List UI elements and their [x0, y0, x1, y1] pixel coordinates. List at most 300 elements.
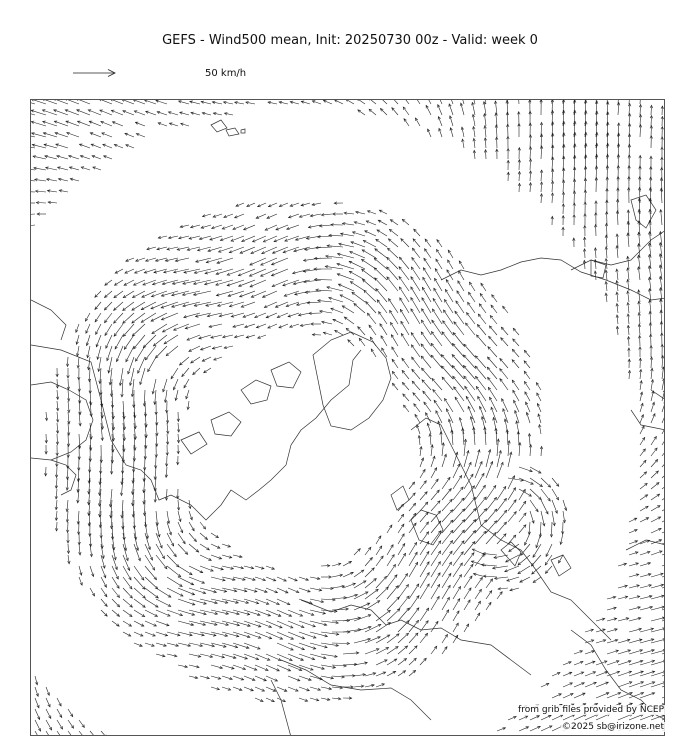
wind-arrow-shaft: [409, 552, 417, 566]
wind-arrow-shaft: [316, 290, 332, 291]
wind-arrow-shaft: [266, 313, 277, 318]
wind-arrow-shaft: [365, 547, 371, 555]
wind-arrow-shaft: [365, 601, 380, 610]
chart-title: GEFS - Wind500 mean, Init: 20250730 00z - Valid: week 0: [162, 33, 538, 48]
wind-arrow-shaft: [350, 252, 365, 259]
wind-arrow-shaft: [618, 103, 619, 115]
wind-arrow-shaft: [651, 506, 660, 511]
wind-arrow-shaft: [184, 379, 189, 388]
wind-arrow-shaft: [574, 693, 585, 698]
wind-arrow-shaft: [123, 291, 134, 298]
wind-arrow-shaft: [134, 335, 145, 349]
wind-arrow-shaft: [486, 521, 497, 533]
wind-arrow-shaft: [337, 274, 354, 280]
wind-arrow-shaft: [650, 323, 651, 335]
wind-arrow-shaft: [106, 335, 112, 348]
wind-arrow-shaft: [464, 509, 476, 523]
wind-arrow-shaft: [96, 324, 101, 334]
wind-arrow-shaft: [464, 576, 472, 588]
wind-arrow-shaft: [166, 346, 178, 356]
wind-arrow-head: [93, 735, 96, 736]
wind-arrow-shaft: [432, 309, 442, 324]
wind-arrow-shaft: [512, 360, 519, 368]
wind-arrow-shaft: [132, 324, 145, 336]
wind-arrow-shaft: [618, 682, 632, 687]
wind-arrow-shaft: [500, 369, 508, 379]
wind-arrow-shaft: [662, 493, 665, 500]
wind-arrow-shaft: [101, 610, 107, 616]
wind-arrow-shaft: [434, 400, 442, 412]
wind-arrow-shaft: [358, 327, 365, 335]
wind-arrow-shaft: [541, 500, 548, 514]
wind-arrow-shaft: [264, 302, 277, 308]
wind-arrow-shaft: [255, 676, 266, 681]
wind-arrow-shaft: [174, 379, 179, 390]
wind-arrow-shaft: [475, 485, 485, 500]
wind-arrow-shaft: [46, 709, 51, 718]
wind-arrow-shaft: [375, 249, 387, 258]
wind-arrow-shaft: [453, 498, 464, 511]
wind-arrow-shaft: [412, 369, 420, 379]
wind-arrow-shaft: [508, 512, 516, 522]
wind-arrow-shaft: [182, 368, 189, 377]
wind-arrow-shaft: [369, 109, 376, 115]
wind-arrow-shaft: [101, 577, 107, 587]
wind-arrow-shaft: [425, 100, 431, 104]
wind-arrow-shaft: [449, 100, 454, 104]
wind-arrow-shaft: [398, 646, 408, 654]
wind-arrow-shaft: [421, 344, 431, 357]
wind-arrow-shaft: [475, 577, 482, 588]
wind-arrow-shaft: [35, 720, 41, 731]
wind-arrow-shaft: [398, 524, 404, 533]
wind-arrow-shaft: [348, 340, 354, 346]
wind-arrow-shaft: [640, 693, 655, 698]
wind-arrow-shaft: [464, 564, 473, 577]
wind-arrow-shaft: [541, 726, 552, 731]
wind-arrow-shaft: [500, 379, 508, 390]
wind-arrow-shaft: [376, 536, 381, 544]
wind-arrow-shaft: [640, 100, 641, 104]
wind-arrow-shaft: [574, 191, 575, 203]
wind-arrow-shaft: [493, 417, 497, 434]
wind-arrow-shaft: [464, 497, 475, 511]
wind-arrow-shaft: [445, 399, 454, 413]
wind-arrow-shaft: [475, 601, 481, 610]
wind-arrow-shaft: [466, 323, 476, 335]
wind-arrow-shaft: [272, 280, 288, 287]
wind-arrow-shaft: [200, 555, 211, 560]
wind-arrow-shaft: [379, 312, 387, 324]
wind-arrow-shaft: [398, 596, 409, 610]
wind-arrow-shaft: [115, 335, 123, 349]
wind-arrow-shaft: [541, 478, 551, 487]
wind-arrow-shaft: [156, 610, 170, 616]
wind-arrow-shaft: [77, 110, 90, 115]
wind-arrow-shaft: [519, 501, 526, 511]
wind-arrow-shaft: [640, 506, 648, 511]
wind-arrow-shaft: [469, 292, 476, 302]
wind-arrow-shaft: [140, 368, 145, 385]
wind-arrow-shaft: [398, 553, 406, 566]
wind-arrow-shaft: [57, 522, 58, 531]
wind-arrow-shaft: [475, 520, 487, 533]
wind-arrow-shaft: [431, 511, 441, 522]
wind-arrow-shaft: [377, 300, 387, 313]
wind-arrow-shaft: [332, 621, 350, 622]
wind-arrow-shaft: [552, 193, 553, 203]
wind-arrow-shaft: [172, 302, 189, 307]
wind-arrow-shaft: [145, 599, 158, 607]
wind-arrow-shaft: [387, 575, 397, 588]
wind-arrow-shaft: [501, 338, 508, 346]
wind-arrow-shaft: [288, 588, 299, 593]
wind-arrow-shaft: [424, 258, 431, 269]
wind-arrow-shaft: [497, 498, 506, 511]
wind-arrow-shaft: [136, 346, 146, 361]
wind-arrow-shaft: [381, 336, 387, 346]
wind-arrow-shaft: [329, 298, 343, 302]
wind-arrow-shaft: [640, 460, 646, 467]
wind-arrow-shaft: [513, 390, 519, 401]
wind-arrow-shaft: [574, 179, 575, 192]
wind-arrow-shaft: [95, 302, 101, 310]
wind-arrow-shaft: [376, 556, 383, 566]
wind-arrow-shaft: [464, 376, 475, 390]
wind-arrow-shaft: [455, 311, 464, 324]
wind-arrow-shaft: [486, 509, 497, 522]
wind-arrow-shaft: [365, 558, 372, 567]
wind-arrow-shaft: [391, 100, 398, 104]
wind-arrow-shaft: [454, 322, 464, 335]
wind-arrow-shaft: [398, 534, 404, 544]
wind-arrow-shaft: [453, 487, 463, 500]
wind-arrow-shaft: [352, 292, 365, 302]
wind-arrow-shaft: [453, 530, 464, 544]
wind-arrow-shaft: [662, 413, 665, 424]
wind-arrow-shaft: [420, 469, 425, 478]
wind-arrow-shaft: [530, 147, 531, 159]
wind-arrow-shaft: [387, 545, 393, 555]
wind-arrow-shaft: [244, 643, 260, 649]
wind-arrow-shaft: [497, 486, 506, 500]
wind-arrow-shaft: [90, 588, 95, 596]
wind-arrow-shaft: [399, 267, 409, 280]
wind-arrow-shaft: [321, 588, 333, 589]
wind-arrow-shaft: [459, 271, 464, 280]
wind-arrow-shaft: [491, 305, 497, 313]
wind-arrow-shaft: [453, 509, 465, 522]
wind-arrow-shaft: [469, 282, 475, 291]
wind-arrow-shaft: [145, 544, 153, 560]
wind-arrow-shaft: [123, 324, 134, 336]
wind-arrow-shaft: [369, 325, 376, 335]
wind-arrow-shaft: [453, 452, 457, 467]
wind-arrow-shaft: [662, 562, 665, 566]
wind-arrow-shaft: [134, 533, 138, 551]
wind-arrow-shaft: [431, 343, 442, 357]
wind-arrow-shaft: [362, 269, 376, 280]
wind-arrow-shaft: [421, 332, 431, 346]
wind-arrow-shaft: [431, 521, 441, 533]
wind-arrow-shaft: [354, 639, 370, 643]
wind-arrow-shaft: [521, 544, 530, 555]
wind-arrow-shaft: [422, 368, 432, 379]
wind-arrow-shaft: [563, 180, 564, 192]
wind-arrow-shaft: [508, 500, 516, 511]
wind-arrow-shaft: [78, 121, 91, 126]
wind-arrow-shaft: [501, 327, 508, 335]
wind-arrow-shaft: [277, 665, 291, 671]
wind-arrow-shaft: [541, 489, 550, 501]
wind-arrow-shaft: [376, 635, 390, 643]
wind-arrow-shaft: [662, 482, 665, 489]
wind-arrow-shaft: [156, 599, 171, 607]
wind-arrow-shaft: [414, 100, 420, 104]
wind-arrow-shaft: [508, 488, 516, 500]
wind-arrow-shaft: [187, 335, 200, 340]
wind-arrow-shaft: [354, 570, 364, 577]
wind-arrow-shaft: [365, 589, 378, 599]
wind-arrow-shaft: [413, 239, 420, 247]
wind-arrow-shaft: [189, 566, 203, 573]
wind-arrow-shaft: [497, 451, 501, 468]
wind-arrow-shaft: [200, 533, 208, 540]
wind-arrow-shaft: [541, 170, 542, 181]
wind-arrow-shaft: [148, 357, 156, 372]
wind-arrow-shaft: [464, 553, 474, 566]
wind-arrow-shaft: [442, 332, 453, 346]
wind-arrow-shaft: [376, 587, 388, 599]
wind-arrow-shaft: [442, 597, 449, 610]
wind-arrow-shaft: [167, 566, 181, 577]
wind-arrow-shaft: [376, 239, 387, 247]
wind-arrow-shaft: [431, 501, 440, 511]
wind-arrow-shaft: [398, 514, 404, 522]
wind-arrow-shaft: [315, 279, 333, 280]
wind-arrow-shaft: [505, 566, 519, 572]
wind-arrow-shaft: [431, 621, 438, 632]
wind-arrow-shaft: [606, 223, 607, 236]
wind-arrow-shaft: [435, 269, 442, 280]
wind-arrow-shaft: [468, 302, 475, 313]
wind-arrow-shaft: [391, 322, 399, 335]
wind-arrow-shaft: [244, 621, 261, 627]
wind-arrow-shaft: [211, 621, 228, 625]
wind-arrow-shaft: [475, 450, 480, 467]
wind-arrow-shaft: [420, 542, 429, 556]
wind-arrow-shaft: [35, 731, 42, 736]
wind-arrow-shaft: [404, 119, 409, 126]
wind-arrow-shaft: [114, 302, 123, 310]
wind-arrow-shaft: [475, 613, 480, 621]
wind-arrow-shaft: [497, 522, 507, 533]
wind-arrow-shaft: [662, 459, 665, 468]
wind-arrow-shaft: [423, 391, 431, 401]
wind-arrow-shaft: [486, 486, 496, 501]
wind-arrow-shaft: [431, 646, 437, 654]
wind-arrow-shaft: [363, 240, 376, 247]
wind-arrow-shaft: [518, 566, 530, 574]
wind-arrow-shaft: [453, 575, 462, 588]
wind-arrow-shaft: [346, 328, 354, 335]
wind-arrow-shaft: [178, 533, 185, 544]
wind-arrow-shaft: [31, 214, 35, 215]
wind-arrow-shaft: [431, 479, 438, 489]
wind-arrow-shaft: [365, 579, 376, 589]
wind-arrow-shaft: [530, 726, 540, 731]
wind-arrow-shaft: [545, 566, 552, 573]
wind-arrow-shaft: [519, 513, 526, 522]
wind-arrow-shaft: [552, 478, 559, 486]
wind-arrow-shaft: [244, 632, 261, 638]
wind-arrow-shaft: [104, 302, 112, 310]
wind-arrow-shaft: [321, 621, 338, 623]
wind-arrow-shaft: [431, 332, 442, 346]
wind-arrow-shaft: [447, 270, 453, 280]
wind-arrow-shaft: [420, 608, 429, 621]
wind-arrow-head: [664, 413, 665, 416]
wind-arrow-shaft: [145, 588, 158, 598]
wind-arrow-shaft: [453, 333, 464, 347]
wind-arrow-shaft: [216, 291, 233, 296]
wind-arrow-shaft: [399, 257, 409, 269]
wind-arrow-shaft: [362, 259, 377, 269]
wind-arrow-shaft: [362, 250, 376, 258]
wind-arrow-shaft: [164, 335, 178, 344]
wind-arrow-shaft: [486, 150, 487, 159]
wind-arrow-shaft: [489, 336, 497, 346]
wind-arrow-shaft: [112, 610, 120, 616]
wind-arrow-shaft: [446, 280, 453, 292]
wind-arrow-shaft: [453, 623, 458, 632]
wind-arrow-shaft: [409, 670, 416, 676]
wind-arrow-shaft: [433, 390, 442, 402]
wind-arrow-shaft: [490, 316, 497, 325]
wind-arrow-shaft: [574, 714, 587, 720]
wind-arrow-shaft: [178, 566, 192, 575]
legend-label: 50 km/h: [205, 68, 247, 79]
wind-arrow-shaft: [222, 610, 239, 614]
wind-arrow-shaft: [420, 502, 428, 511]
wind-arrow-shaft: [265, 225, 277, 230]
wind-arrow-shaft: [354, 615, 371, 621]
wind-arrow-shaft: [606, 235, 607, 247]
wind-arrow-shaft: [349, 271, 365, 280]
wind-arrow-shaft: [167, 412, 168, 423]
wind-arrow-shaft: [156, 621, 169, 626]
wind-arrow-shaft: [367, 313, 376, 324]
wind-arrow-shaft: [105, 313, 113, 323]
wind-arrow-shaft: [423, 277, 431, 291]
wind-arrow-shaft: [167, 577, 182, 587]
wind-arrow-shaft: [422, 287, 431, 302]
wind-arrow-shaft: [233, 610, 250, 615]
wind-arrow-shaft: [271, 269, 288, 276]
wind-arrow-shaft: [276, 225, 288, 230]
wind-arrow-shaft: [519, 525, 526, 533]
wind-arrow-shaft: [231, 236, 244, 241]
wind-arrow-shaft: [189, 544, 199, 552]
wind-arrow-shaft: [411, 333, 420, 346]
wind-arrow-shaft: [403, 394, 409, 401]
wind-arrow-shaft: [152, 324, 167, 334]
wind-arrow-shaft: [153, 335, 167, 346]
wind-arrow-shaft: [321, 654, 337, 657]
wind-arrow-shaft: [489, 326, 497, 335]
wind-arrow-shaft: [335, 100, 344, 104]
wind-arrow-shaft: [388, 239, 398, 247]
wind-arrow-shaft: [420, 621, 428, 632]
wind-arrow-shaft: [662, 516, 665, 522]
wind-arrow-shaft: [552, 181, 553, 192]
wind-arrow-shaft: [513, 339, 519, 346]
wind-arrow-shaft: [398, 621, 409, 633]
wind-arrow-shaft: [145, 621, 156, 626]
wind-arrow-shaft: [398, 671, 406, 676]
wind-arrow-shaft: [552, 489, 559, 500]
wind-arrow-shaft: [123, 599, 132, 607]
wind-arrow-shaft: [299, 665, 313, 670]
wind-arrow-shaft: [431, 355, 442, 368]
wind-arrow-shaft: [79, 731, 85, 736]
wind-arrow-shaft: [442, 499, 452, 511]
wind-arrow-shaft: [497, 534, 506, 544]
wind-arrow-shaft: [479, 304, 486, 313]
wind-arrow-shaft: [409, 562, 418, 577]
wind-arrow-shaft: [618, 671, 632, 676]
wind-arrow-shaft: [640, 483, 647, 489]
wind-arrow-shaft: [387, 525, 392, 533]
wind-arrow-shaft: [255, 599, 269, 604]
wind-arrow-shaft: [464, 588, 471, 599]
wind-arrow-shaft: [57, 720, 63, 729]
wind-arrow-shaft: [514, 400, 519, 412]
wind-arrow-shaft: [365, 624, 381, 632]
wind-arrow-shaft: [512, 380, 519, 390]
wind-arrow-shaft: [263, 291, 278, 297]
wind-arrow-shaft: [200, 566, 213, 571]
wind-arrow-shaft: [401, 239, 409, 247]
wind-arrow-shaft: [114, 313, 123, 323]
wind-arrow-shaft: [552, 715, 563, 720]
wind-arrow-shaft: [368, 100, 376, 104]
wind-arrow-shaft: [533, 577, 541, 583]
wind-arrow-shaft: [387, 555, 394, 566]
wind-arrow-shaft: [365, 568, 374, 577]
wind-arrow-shaft: [552, 169, 553, 181]
wind-arrow-shaft: [364, 290, 376, 302]
wind-arrow-shaft: [105, 324, 112, 336]
wind-arrow-shaft: [464, 624, 469, 632]
wind-arrow-shaft: [651, 105, 652, 115]
wind-arrow-shaft: [442, 377, 453, 390]
wind-arrow-shaft: [123, 610, 132, 617]
wind-arrow-shaft: [67, 467, 68, 479]
wind-arrow-shaft: [486, 497, 497, 511]
wind-arrow-shaft: [464, 462, 471, 478]
wind-arrow-shaft: [338, 284, 354, 291]
wind-arrow-shaft: [398, 544, 405, 556]
wind-arrow-shaft: [134, 621, 144, 626]
wind-arrow-shaft: [354, 627, 371, 632]
wind-arrow-shaft: [486, 450, 490, 467]
wind-arrow-shaft: [453, 599, 460, 610]
wind-arrow-shaft: [376, 576, 387, 588]
wind-arrow-shaft: [563, 168, 564, 181]
wind-arrow-shaft: [101, 599, 107, 606]
wind-arrow-shaft: [321, 632, 339, 634]
